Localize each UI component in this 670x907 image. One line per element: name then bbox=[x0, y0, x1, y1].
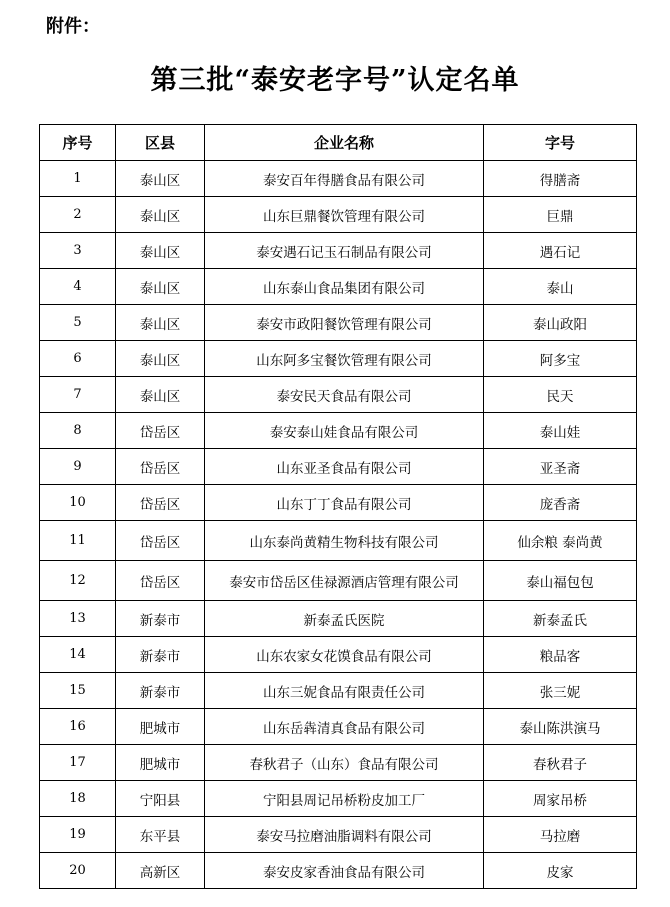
cell-serial-number: 5 bbox=[40, 305, 116, 341]
cell-district: 泰山区 bbox=[116, 269, 205, 305]
attachment-label: 附件： bbox=[46, 16, 100, 37]
cell-brand-name: 亚圣斋 bbox=[484, 449, 637, 485]
cell-brand-name: 皮家 bbox=[484, 853, 637, 889]
table-header-row bbox=[40, 125, 637, 161]
table-row bbox=[40, 781, 637, 817]
cell-brand-name: 遇石记 bbox=[484, 233, 637, 269]
table-row bbox=[40, 197, 637, 233]
cell-district: 岱岳区 bbox=[116, 413, 205, 449]
cell-district: 泰山区 bbox=[116, 197, 205, 233]
cell-company-name: 山东农家女花馍食品有限公司 bbox=[205, 637, 484, 673]
cell-brand-name: 春秋君子 bbox=[484, 745, 637, 781]
header-serial-number: 序号 bbox=[40, 125, 116, 161]
cell-district: 岱岳区 bbox=[116, 521, 205, 561]
cell-serial-number: 1 bbox=[40, 161, 116, 197]
header-brand-name: 字号 bbox=[484, 125, 637, 161]
table-row bbox=[40, 817, 637, 853]
cell-serial-number: 11 bbox=[40, 521, 116, 561]
table-row bbox=[40, 709, 637, 745]
table-row bbox=[40, 853, 637, 889]
cell-company-name: 泰安百年得膳食品有限公司 bbox=[205, 161, 484, 197]
cell-brand-name: 泰山陈洪演马 bbox=[484, 709, 637, 745]
cell-serial-number: 7 bbox=[40, 377, 116, 413]
cell-brand-name: 仙余粮 泰尚黄 bbox=[484, 521, 637, 561]
cell-brand-name: 泰山娃 bbox=[484, 413, 637, 449]
table-row bbox=[40, 521, 637, 561]
cell-serial-number: 9 bbox=[40, 449, 116, 485]
table-row bbox=[40, 637, 637, 673]
cell-district: 泰山区 bbox=[116, 305, 205, 341]
header-district: 区县 bbox=[116, 125, 205, 161]
table-row bbox=[40, 305, 637, 341]
table-row bbox=[40, 485, 637, 521]
cell-company-name: 山东泰山食品集团有限公司 bbox=[205, 269, 484, 305]
cell-district: 宁阳县 bbox=[116, 781, 205, 817]
table-row bbox=[40, 233, 637, 269]
cell-district: 岱岳区 bbox=[116, 449, 205, 485]
cell-company-name: 春秋君子（山东）食品有限公司 bbox=[205, 745, 484, 781]
table-row bbox=[40, 449, 637, 485]
cell-district: 岱岳区 bbox=[116, 561, 205, 601]
cell-serial-number: 13 bbox=[40, 601, 116, 637]
cell-serial-number: 19 bbox=[40, 817, 116, 853]
cell-company-name: 泰安遇石记玉石制品有限公司 bbox=[205, 233, 484, 269]
table-row bbox=[40, 269, 637, 305]
cell-district: 泰山区 bbox=[116, 161, 205, 197]
page-title: 第三批“泰安老字号”认定名单 bbox=[150, 65, 520, 96]
cell-brand-name: 庞香斋 bbox=[484, 485, 637, 521]
table-row bbox=[40, 745, 637, 781]
cell-district: 肥城市 bbox=[116, 709, 205, 745]
cell-brand-name: 周家吊桥 bbox=[484, 781, 637, 817]
cell-company-name: 泰安民天食品有限公司 bbox=[205, 377, 484, 413]
cell-serial-number: 17 bbox=[40, 745, 116, 781]
cell-serial-number: 15 bbox=[40, 673, 116, 709]
cell-company-name: 新泰孟氏医院 bbox=[205, 601, 484, 637]
cell-brand-name: 张三妮 bbox=[484, 673, 637, 709]
cell-serial-number: 20 bbox=[40, 853, 116, 889]
table-row bbox=[40, 561, 637, 601]
cell-brand-name: 得膳斋 bbox=[484, 161, 637, 197]
cell-brand-name: 阿多宝 bbox=[484, 341, 637, 377]
cell-serial-number: 12 bbox=[40, 561, 116, 601]
header-company-name: 企业名称 bbox=[205, 125, 484, 161]
cell-district: 新泰市 bbox=[116, 601, 205, 637]
cell-company-name: 山东阿多宝餐饮管理有限公司 bbox=[205, 341, 484, 377]
cell-district: 岱岳区 bbox=[116, 485, 205, 521]
table-row bbox=[40, 341, 637, 377]
cell-company-name: 山东丁丁食品有限公司 bbox=[205, 485, 484, 521]
cell-serial-number: 8 bbox=[40, 413, 116, 449]
cell-serial-number: 10 bbox=[40, 485, 116, 521]
cell-brand-name: 新泰孟氏 bbox=[484, 601, 637, 637]
cell-district: 肥城市 bbox=[116, 745, 205, 781]
table-row bbox=[40, 673, 637, 709]
table-row bbox=[40, 413, 637, 449]
cell-company-name: 泰安市岱岳区佳禄源酒店管理有限公司 bbox=[205, 561, 484, 601]
cell-company-name: 泰安马拉磨油脂调料有限公司 bbox=[205, 817, 484, 853]
cell-district: 泰山区 bbox=[116, 377, 205, 413]
cell-brand-name: 泰山政阳 bbox=[484, 305, 637, 341]
table-body bbox=[40, 161, 637, 889]
cell-district: 泰山区 bbox=[116, 233, 205, 269]
cell-brand-name: 民天 bbox=[484, 377, 637, 413]
roster-table bbox=[39, 124, 637, 889]
cell-serial-number: 2 bbox=[40, 197, 116, 233]
cell-district: 东平县 bbox=[116, 817, 205, 853]
cell-company-name: 宁阳县周记吊桥粉皮加工厂 bbox=[205, 781, 484, 817]
cell-serial-number: 14 bbox=[40, 637, 116, 673]
cell-company-name: 山东亚圣食品有限公司 bbox=[205, 449, 484, 485]
table-row bbox=[40, 377, 637, 413]
cell-district: 泰山区 bbox=[116, 341, 205, 377]
cell-serial-number: 18 bbox=[40, 781, 116, 817]
cell-company-name: 泰安皮家香油食品有限公司 bbox=[205, 853, 484, 889]
cell-brand-name: 泰山 bbox=[484, 269, 637, 305]
table-row bbox=[40, 601, 637, 637]
cell-company-name: 泰安市政阳餐饮管理有限公司 bbox=[205, 305, 484, 341]
table-row bbox=[40, 161, 637, 197]
cell-district: 新泰市 bbox=[116, 673, 205, 709]
cell-district: 新泰市 bbox=[116, 637, 205, 673]
cell-brand-name: 泰山福包包 bbox=[484, 561, 637, 601]
cell-brand-name: 粮品客 bbox=[484, 637, 637, 673]
cell-brand-name: 马拉磨 bbox=[484, 817, 637, 853]
cell-serial-number: 16 bbox=[40, 709, 116, 745]
cell-brand-name: 巨鼎 bbox=[484, 197, 637, 233]
cell-company-name: 山东岳犇清真食品有限公司 bbox=[205, 709, 484, 745]
cell-company-name: 泰安泰山娃食品有限公司 bbox=[205, 413, 484, 449]
cell-serial-number: 6 bbox=[40, 341, 116, 377]
cell-serial-number: 3 bbox=[40, 233, 116, 269]
cell-company-name: 山东泰尚黄精生物科技有限公司 bbox=[205, 521, 484, 561]
cell-district: 高新区 bbox=[116, 853, 205, 889]
cell-company-name: 山东三妮食品有限责任公司 bbox=[205, 673, 484, 709]
cell-serial-number: 4 bbox=[40, 269, 116, 305]
cell-company-name: 山东巨鼎餐饮管理有限公司 bbox=[205, 197, 484, 233]
